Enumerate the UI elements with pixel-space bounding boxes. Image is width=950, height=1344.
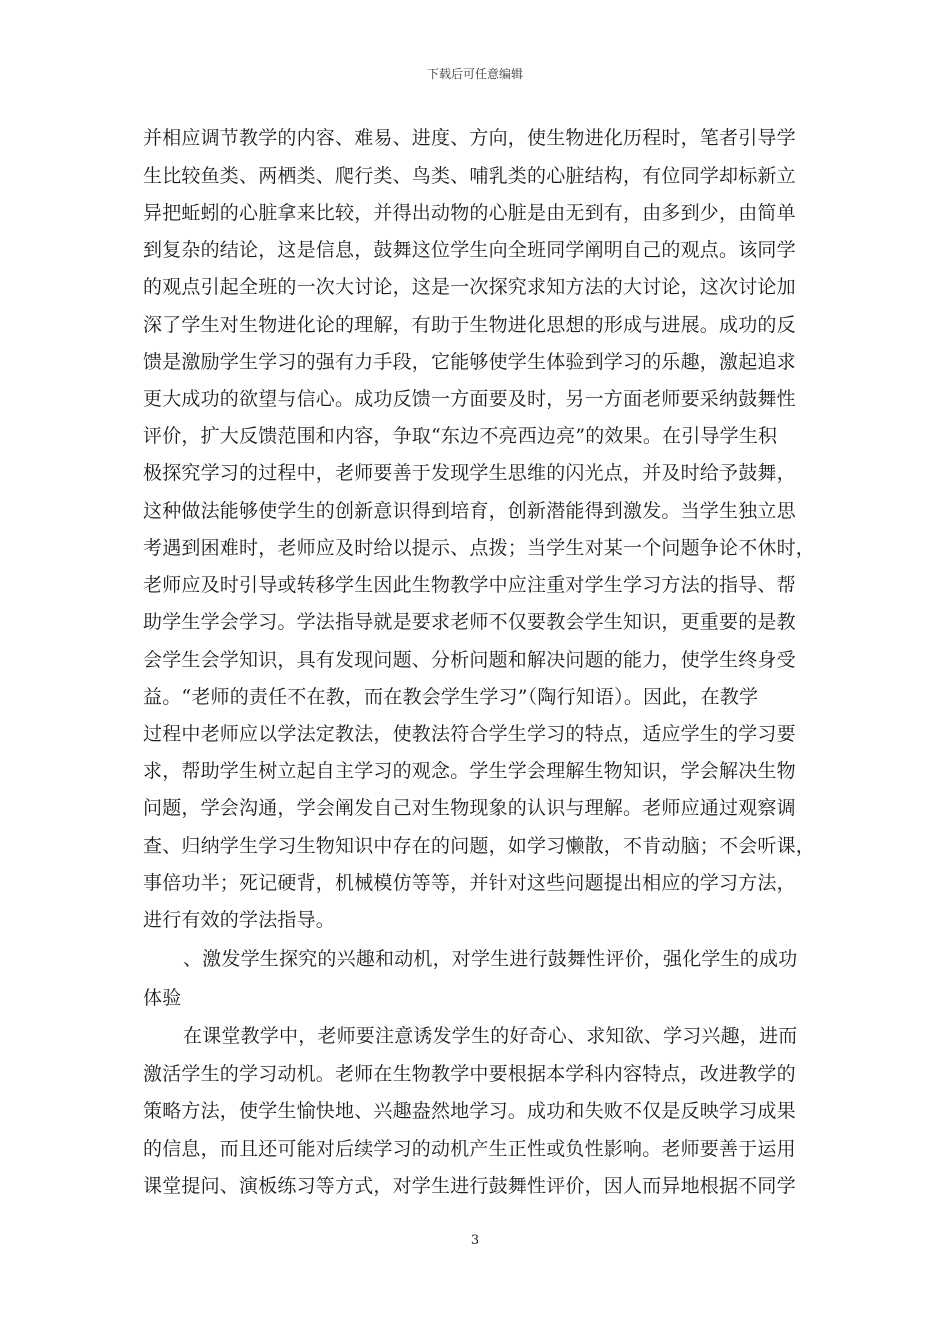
text-line: 深了学生对生物进化论的理解，有助于生物进化思想的形成与进展。成功的反 [143,314,796,336]
text-line: 的信息，而且还可能对后续学习的动机产生正性或负性影响。老师要善于运用 [143,1138,796,1160]
page-number: 3 [470,1233,480,1248]
text-line: 策略方法，使学生愉快地、兴趣盎然地学习。成功和失败不仅是反映学习成果 [143,1100,796,1122]
text-line: 事倍功半；死记硬背，机械模仿等等，并针对这些问题提出相应的学习方法， [143,872,796,894]
text-line: 激活学生的学习动机。老师在生物教学中要根据本学科内容特点，改进教学的 [143,1063,796,1085]
page-header: 下载后可任意编辑 [426,67,523,81]
section-heading-line: 体验 [143,987,182,1009]
text-line: 更大成功的欲望与信心。成功反馈一方面要及时，另一方面老师要采纳鼓舞性 [143,388,796,410]
text-line: 到复杂的结论，这是信息，鼓舞这位学生向全班同学阐明自己的观点。该同学 [143,239,796,261]
text-line: 进行有效的学法指导。 [143,909,336,931]
text-line: 会学生会学知识，具有发现问题、分析问题和解决问题的能力，使学生终身受 [143,649,796,671]
text-line: 问题，学会沟通，学会阐发自己对生物现象的认识与理解。老师应通过观察调 [143,797,796,819]
text-line: 助学生学会学习。学法指导就是要求老师不仅要教会学生知识，更重要的是教 [143,611,796,633]
text-line: 求，帮助学生树立起自主学习的观念。学生学会理解生物知识，学会解决生物 [143,760,796,782]
text-line: 异把蚯蚓的心脏拿来比较，并得出动物的心脏是由无到有，由多到少，由简单 [143,202,796,224]
text-line: 在课堂教学中，老师要注意诱发学生的好奇心、求知欲、学习兴趣，进而 [183,1025,798,1047]
text-line: 过程中老师应以学法定教法，使教法符合学生学习的特点，适应学生的学习要 [143,723,796,745]
text-line: 查、归纳学生学习生物知识中存在的问题，如学习懒散，不肯动脑；不会听课， [143,835,816,857]
text-line: 评价，扩大反馈范围和内容，争取“东边不亮西边亮”的效果。在引导学生积 [143,425,778,447]
text-line: 生比较鱼类、两栖类、爬行类、鸟类、哺乳类的心脏结构，有位同学却标新立 [143,165,796,187]
text-line: 极探究学习的过程中，老师要善于发现学生思维的闪光点，并及时给予鼓舞， [143,462,796,484]
text-line: 考遇到困难时，老师应及时给以提示、点拨；当学生对某一个问题争论不休时， [143,537,816,559]
text-line: 馈是激励学生学习的强有力手段，它能够使学生体验到学习的乐趣，激起追求 [143,351,796,373]
text-line: 课堂提问、演板练习等方式，对学生进行鼓舞性评价，因人而异地根据不同学 [143,1175,796,1197]
text-line: 这种做法能够使学生的创新意识得到培育，创新潜能得到激发。当学生独立思 [143,500,796,522]
text-line: 益。“老师的责任不在教，而在教会学生学习”（陶行知语）。因此，在教学 [143,686,759,708]
section-heading-line: 、激发学生探究的兴趣和动机，对学生进行鼓舞性评价，强化学生的成功 [183,948,798,970]
text-line: 老师应及时引导或转移学生因此生物教学中应注重对学生学习方法的指导、帮 [143,574,796,596]
text-line: 的观点引起全班的一次大讨论，这是一次探究求知方法的大讨论，这次讨论加 [143,276,796,298]
text-line: 并相应调节教学的内容、难易、进度、方向，使生物进化历程时，笔者引导学 [143,127,796,149]
